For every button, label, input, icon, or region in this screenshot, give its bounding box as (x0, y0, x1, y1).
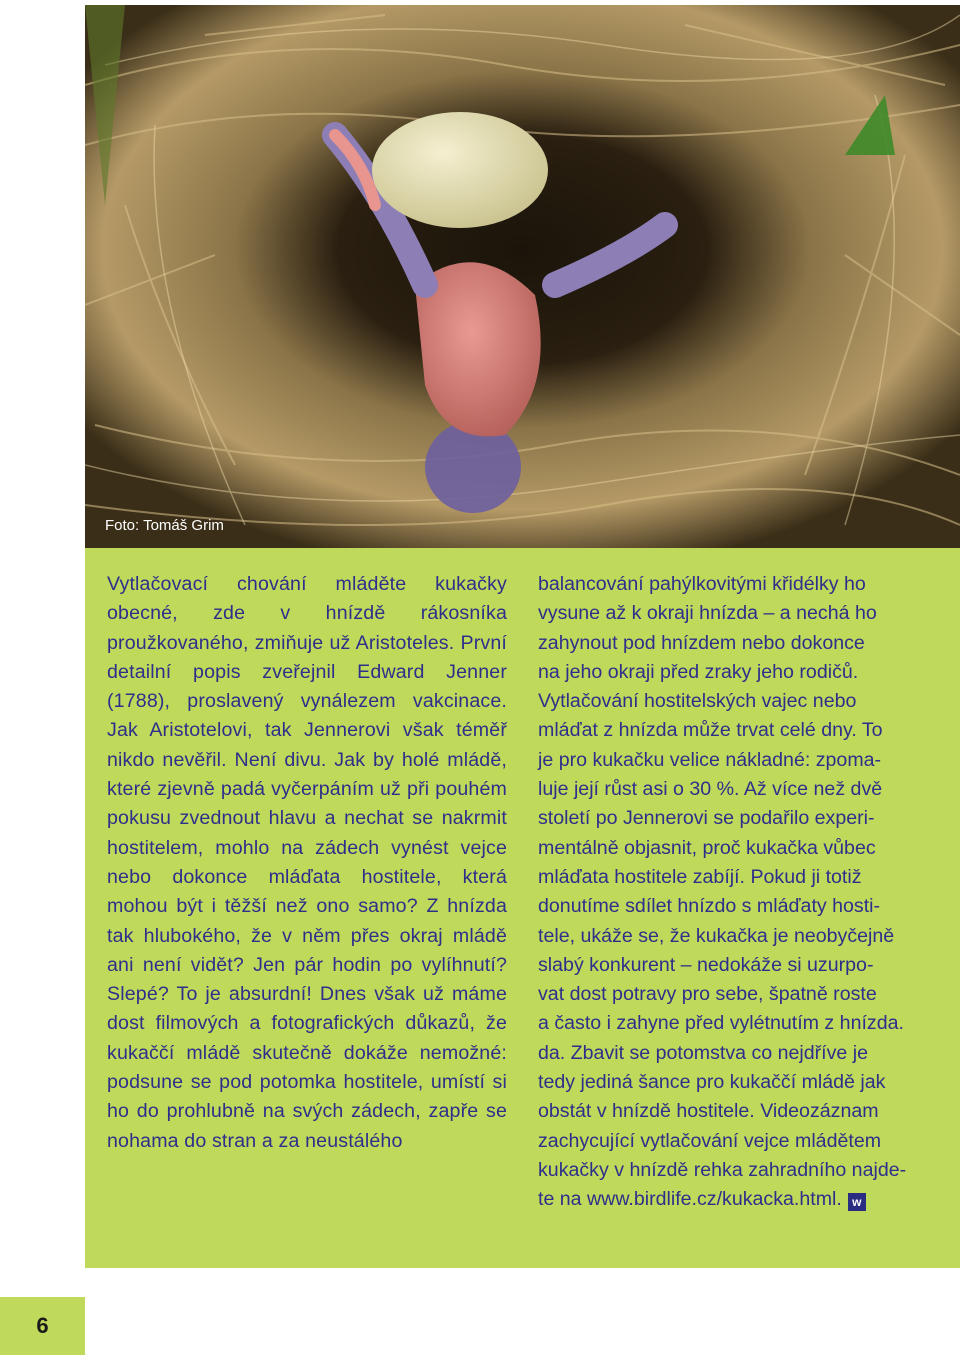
right-line-last-text: te na www.birdlife.cz/kukacka.html. (538, 1188, 842, 1211)
right-line: mentálně objasnit, proč kukačka vůbec (538, 836, 876, 859)
text-panel (85, 548, 960, 1268)
right-line: kukačky v hnízdě rehka zahradního najde- (538, 1158, 907, 1181)
left-column-text: Vytlačovací chování mláděte kukačky obecné, zde v hnízdě rákosníka proužkovaného, zmiňuje už Aristoteles. První detailní popis zveřejnil Edward Jenner (1788), proslavený vynálezem vakcinace. Jak Aristotelovi, tak Jennerovi však téměř nikdo nevěřil. Není divu. Jak by holé mládě, které zjevně padá vyčerpáním už při pouhém pokusu zvednout hlavu a nechat se nakrmit hostitelem, mohlo na zádech vynést vejce nebo dokonce mláďata hostitele, která mohou být i těžší než ono samo? Z hnízda tak hlubokého, že v něm přes okraj mládě ani není vidět? Jen pár hodin po vylíhnutí? Slepé? To je absurdní! Dnes však už máme dost filmových a fotografických důkazů, že kukaččí mládě skutečně dokáže nemožné: podsune se pod potomka hostitele, umístí si ho do prohlubně na svých zádech, zapře se nohama do stran a za neustálého (107, 573, 507, 1152)
page-number: 6 (36, 1313, 49, 1338)
right-line: zahynout pod hnízdem nebo dokonce (538, 631, 865, 654)
right-line: da. Zbavit se potomstva co nejdříve je (538, 1041, 868, 1064)
right-line: na jeho okraji před zraky jeho rodičů. (538, 660, 859, 683)
right-line: vysune až k okraji hnízda – a nechá ho (538, 602, 877, 625)
right-line: donutíme sdílet hnízdo s mláďaty hosti- (538, 895, 881, 918)
right-line: a často i zahyne před vylétnutím z hnízda. (538, 1012, 904, 1035)
right-line: mláďata hostitele zabíjí. Pokud ji totiž (538, 865, 862, 888)
right-line: luje její růst asi o 30 %. Až více než dvě (538, 778, 883, 801)
right-line: slabý konkurent – nedokáže si uzurpo- (538, 953, 874, 976)
right-column (538, 570, 938, 1215)
right-line-last (538, 1185, 938, 1214)
right-line: tele, ukáže se, že kukačka je neobyčejně (538, 924, 895, 947)
right-line: století po Jennerovi se podařilo experi- (538, 807, 875, 830)
right-line: zachycující vytlačování vejce mládětem (538, 1129, 882, 1152)
left-column (107, 570, 507, 1156)
right-line: balancování pahýlkovitými křidélky ho (538, 573, 866, 595)
end-mark-icon: w (848, 1193, 866, 1211)
right-line: mláďat z hnízda může trvat celé dny. To (538, 719, 883, 742)
right-line: obstát v hnízdě hostitele. Videozáznam (538, 1100, 879, 1123)
page-number-box (0, 1297, 85, 1355)
right-line: tedy jediná šance pro kukaččí mládě jak (538, 1071, 886, 1094)
right-line: Vytlačování hostitelských vajec nebo (538, 690, 857, 713)
nest-photo-illustration (85, 5, 960, 548)
right-line: vat dost potravy pro sebe, špatně roste (538, 983, 877, 1006)
right-line: je pro kukačku velice nákladné: zpoma- (538, 748, 882, 771)
photo-caption: Foto: Tomáš Grim (105, 517, 224, 534)
nest-photo (85, 5, 960, 548)
